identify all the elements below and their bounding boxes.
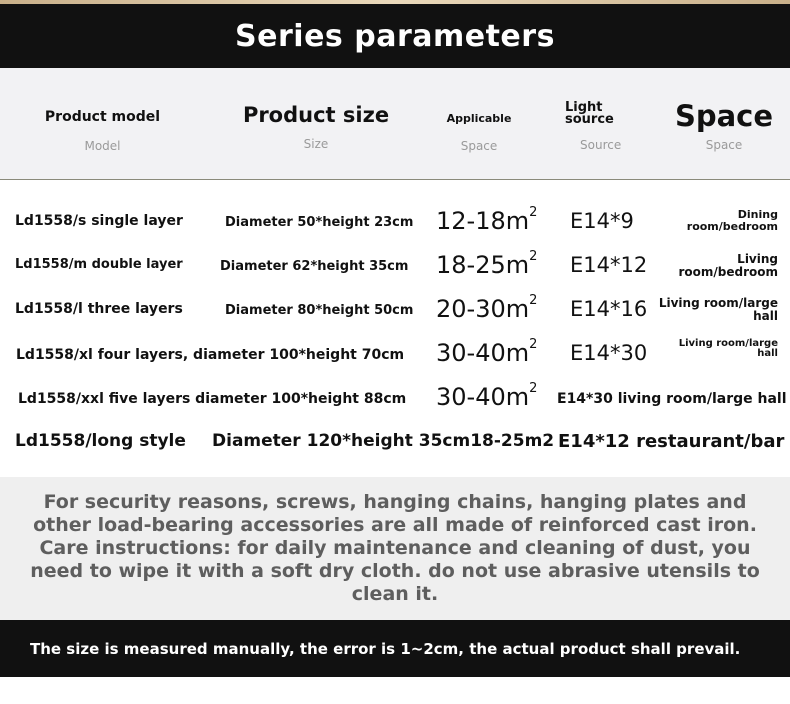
row-size: Diameter 80*height 50cm xyxy=(225,303,414,318)
row-size: Diameter 50*height 23cm xyxy=(225,215,414,230)
table-row xyxy=(0,243,790,287)
header-model-sub: Model xyxy=(84,139,121,153)
row-model-size: Ld1558/xxl five layers diameter 100*height 88cm xyxy=(18,391,407,407)
header-space-sub: Space xyxy=(705,138,743,152)
header-area xyxy=(440,112,518,153)
row-model: Ld1558/m double layer xyxy=(15,257,183,272)
row-light-space: E14*12 restaurant/bar xyxy=(558,431,785,452)
header-space xyxy=(672,99,776,152)
header-light xyxy=(565,102,633,152)
header-model xyxy=(30,109,175,153)
row-size-area: Diameter 120*height 35cm18-25m2 xyxy=(212,431,555,451)
header-size xyxy=(236,103,396,151)
row-area: $12-18m^2$ xyxy=(436,205,538,235)
row-space: Living room/large hall xyxy=(678,338,778,359)
footer-bar xyxy=(0,620,790,677)
row-space: Dining room/bedroom xyxy=(686,208,778,233)
row-area: $30-40m^2$ xyxy=(436,381,538,411)
table-row xyxy=(0,375,790,419)
notice-text: For security reasons, screws, hanging chains, hanging plates and other load-bearing accessories are all made of reinforced cast iron. Care instructions: for daily maintenance and cleaning of dust, you need to wipe it with a soft dry cloth. do not use abrasive utensils to clean it. xyxy=(30,491,760,605)
row-model: Ld1558/long style xyxy=(15,431,186,451)
row-area: $18-25m^2$ xyxy=(436,249,538,279)
notice-section xyxy=(0,477,790,620)
table-row xyxy=(0,287,790,331)
row-space: Living room/large hall xyxy=(658,296,778,323)
page-title: Series parameters xyxy=(235,18,555,54)
row-model-size: Ld1558/xl four layers, diameter 100*height 70cm xyxy=(16,347,405,363)
header-model-label: Product model xyxy=(44,109,161,125)
table-row xyxy=(0,331,790,375)
header-size-sub: Size xyxy=(303,137,329,151)
row-light: E14*30 xyxy=(570,341,648,365)
title-bar xyxy=(0,4,790,68)
table-row xyxy=(0,199,790,243)
header-area-sub: Space xyxy=(460,139,498,153)
header-light-label: Light source xyxy=(565,100,614,127)
header-space-label: Space xyxy=(674,99,774,133)
row-light-space: E14*30 living room/large hall xyxy=(557,391,787,407)
row-light: E14*12 xyxy=(570,253,648,277)
header-area-label: Applicable xyxy=(446,112,512,125)
footer-text: The size is measured manually, the error is 1~2cm, the actual product shall prevail. xyxy=(30,639,741,658)
row-area: $20-30m^2$ xyxy=(436,293,538,323)
header-size-label: Product size xyxy=(242,103,390,127)
row-area: $30-40m^2$ xyxy=(436,337,538,367)
row-size: Diameter 62*height 35cm xyxy=(220,259,409,274)
header-light-sub: Source xyxy=(580,138,622,152)
row-light: E14*16 xyxy=(570,297,648,321)
row-model: Ld1558/l three layers xyxy=(15,301,183,317)
parameters-table xyxy=(0,181,790,477)
table-row xyxy=(0,419,790,463)
row-space: Living room/bedroom xyxy=(678,252,778,279)
row-model: Ld1558/s single layer xyxy=(15,213,183,229)
row-light: E14*9 xyxy=(570,209,634,233)
table-header xyxy=(0,68,790,180)
